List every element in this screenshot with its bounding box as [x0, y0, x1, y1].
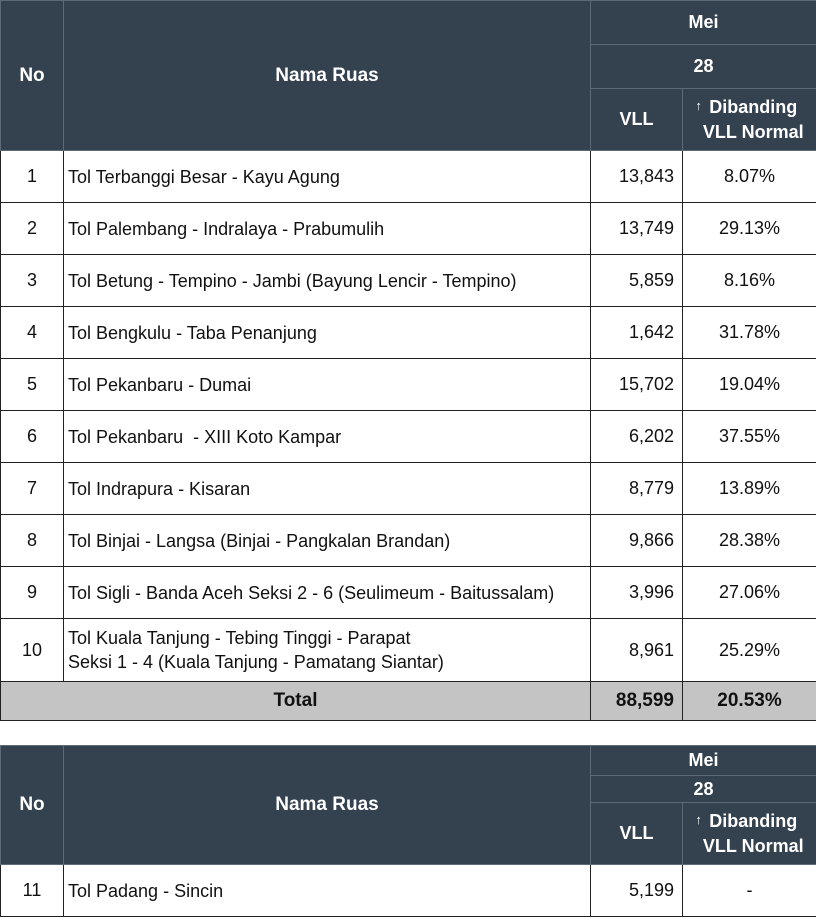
header-vll: VLL: [591, 803, 683, 865]
row-vll: 3,996: [591, 567, 683, 619]
row-pct: 25.29%: [683, 619, 816, 682]
header-vll: VLL: [591, 89, 683, 151]
row-no: 3: [1, 255, 64, 307]
row-vll: 9,866: [591, 515, 683, 567]
header-compare-line1: Dibanding: [709, 97, 798, 117]
row-no: 5: [1, 359, 64, 411]
row-pct: 29.13%: [683, 203, 816, 255]
row-pct: 31.78%: [683, 307, 816, 359]
header-compare-line2: VLL Normal: [702, 836, 804, 856]
row-no: 8: [1, 515, 64, 567]
table-row: [1, 411, 816, 463]
row-no: 9: [1, 567, 64, 619]
row-name: Tol Palembang - Indralaya - Prabumulih: [64, 203, 591, 255]
row-pct: 28.38%: [683, 515, 816, 567]
row-no: 7: [1, 463, 64, 515]
header-compare-line2: VLL Normal: [702, 122, 804, 142]
arrow-up-icon: ↑: [695, 812, 702, 827]
header-month: Mei: [591, 746, 816, 776]
table-row: [1, 307, 816, 359]
header-nama-ruas: Nama Ruas: [64, 746, 591, 865]
total-label: Total: [1, 682, 591, 721]
row-vll: 5,859: [591, 255, 683, 307]
header-day: 28: [591, 45, 816, 89]
row-pct: 19.04%: [683, 359, 816, 411]
row-name: Tol Padang - Sincin: [64, 865, 591, 917]
row-pct: 13.89%: [683, 463, 816, 515]
row-name: Tol Indrapura - Kisaran: [64, 463, 591, 515]
header-month: Mei: [591, 1, 816, 45]
header-compare: [683, 89, 816, 151]
header-day: 28: [591, 776, 816, 803]
row-pct: 8.16%: [683, 255, 816, 307]
total-vll: 88,599: [591, 682, 683, 721]
arrow-up-icon: ↑: [695, 98, 702, 113]
table-row: [1, 619, 816, 682]
table-row: [1, 463, 816, 515]
row-vll: 8,961: [591, 619, 683, 682]
row-pct: 27.06%: [683, 567, 816, 619]
total-pct: 20.53%: [683, 682, 816, 721]
row-no: 4: [1, 307, 64, 359]
row-vll: 5,199: [591, 865, 683, 917]
row-no: 6: [1, 411, 64, 463]
row-name-line1: Tol Kuala Tanjung - Tebing Tinggi - Parapat: [68, 628, 411, 648]
table-row: [1, 865, 816, 917]
traffic-table-2: [0, 745, 816, 917]
row-pct: 8.07%: [683, 151, 816, 203]
header-no: No: [1, 746, 64, 865]
row-name: Tol Sigli - Banda Aceh Seksi 2 - 6 (Seulimeum - Baitussalam): [64, 567, 591, 619]
row-no: 1: [1, 151, 64, 203]
row-vll: 15,702: [591, 359, 683, 411]
row-name: Tol Binjai - Langsa (Binjai - Pangkalan Brandan): [64, 515, 591, 567]
table-row: [1, 567, 816, 619]
table-row: [1, 515, 816, 567]
header-nama-ruas: Nama Ruas: [64, 1, 591, 151]
row-name: Tol Bengkulu - Taba Penanjung: [64, 307, 591, 359]
total-row: [1, 682, 816, 721]
table-row: [1, 359, 816, 411]
row-vll: 13,749: [591, 203, 683, 255]
row-name: Tol Terbanggi Besar - Kayu Agung: [64, 151, 591, 203]
row-pct: -: [683, 865, 816, 917]
row-no: 2: [1, 203, 64, 255]
row-pct: 37.55%: [683, 411, 816, 463]
row-name: [64, 619, 591, 682]
row-name-line2: Seksi 1 - 4 (Kuala Tanjung - Pamatang Siantar): [68, 652, 444, 672]
header-compare: [683, 803, 816, 865]
row-no: 10: [1, 619, 64, 682]
header-no: No: [1, 1, 64, 151]
table-row: [1, 203, 816, 255]
header-compare-line1: Dibanding: [709, 811, 798, 831]
row-vll: 8,779: [591, 463, 683, 515]
row-vll: 13,843: [591, 151, 683, 203]
row-no: 11: [1, 865, 64, 917]
row-vll: 6,202: [591, 411, 683, 463]
table-row: [1, 151, 816, 203]
row-name: Tol Betung - Tempino - Jambi (Bayung Lencir - Tempino): [64, 255, 591, 307]
row-name: Tol Pekanbaru - Dumai: [64, 359, 591, 411]
row-vll: 1,642: [591, 307, 683, 359]
table-row: [1, 255, 816, 307]
row-name: Tol Pekanbaru - XIII Koto Kampar: [64, 411, 591, 463]
